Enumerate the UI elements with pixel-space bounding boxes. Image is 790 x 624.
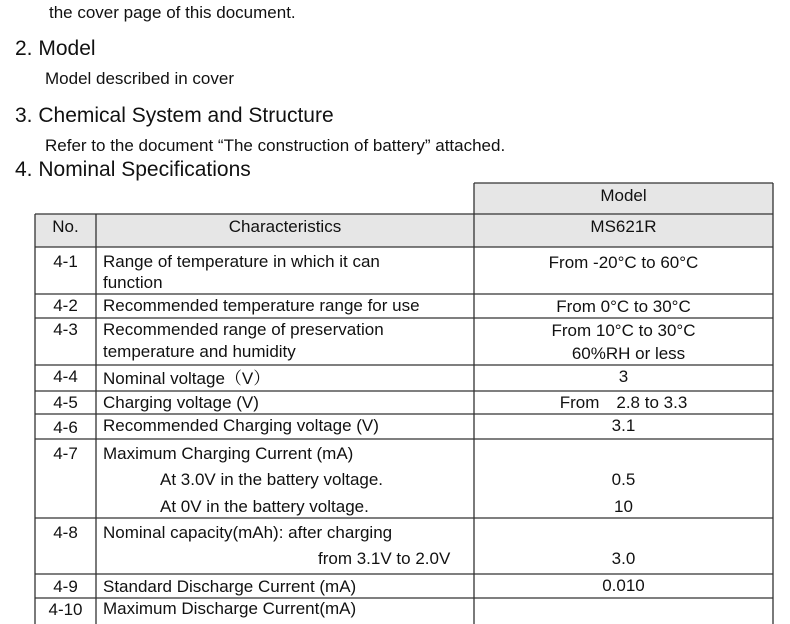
row-value: From 2.8 to 3.3: [559, 393, 688, 412]
row-characteristic: Recommended temperature range for use: [103, 296, 420, 315]
heading-model: 2. Model: [15, 37, 96, 60]
row-sub-value: 0.5: [611, 470, 636, 489]
row-characteristic-sub: from 3.1V to 2.0V: [318, 549, 451, 568]
row-characteristic: Range of temperature in which it can: [103, 252, 380, 271]
row-characteristic: Charging voltage (V): [103, 393, 259, 412]
row-value: 3: [618, 367, 629, 386]
row-characteristic-cont: function: [103, 273, 163, 292]
model-text: Model described in cover: [45, 69, 234, 88]
row-value-cont: 60%RH or less: [571, 344, 686, 363]
row-no: 4-9: [53, 577, 78, 596]
row-no: 4-7: [53, 444, 78, 463]
row-characteristic: Standard Discharge Current (mA): [103, 577, 357, 596]
row-no: 4-6: [53, 418, 78, 437]
row-characteristic: Nominal capacity(mAh): after charging: [103, 523, 393, 542]
row-characteristic: Nominal voltage（V）: [103, 369, 271, 388]
row-value: 0.010: [602, 576, 645, 595]
row-no: 4-1: [53, 252, 78, 271]
row-value: 3.0: [611, 549, 636, 568]
row-value: From 0°C to 30°C: [556, 297, 691, 316]
chemical-system-text: Refer to the document “The construction of battery” attached.: [45, 136, 506, 155]
row-sub-label: At 3.0V in the battery voltage.: [160, 470, 384, 489]
row-characteristic-cont: temperature and humidity: [103, 342, 296, 361]
row-characteristic: Maximum Charging Current (mA): [103, 444, 354, 463]
row-value: 3.1: [611, 416, 636, 435]
model-header: Model: [600, 186, 647, 205]
row-characteristic: Recommended Charging voltage (V): [103, 416, 379, 435]
row-sub-value: 10: [614, 497, 633, 516]
row-no: 4-3: [53, 320, 78, 339]
row-characteristic: Maximum Discharge Current(mA): [103, 599, 357, 618]
model-name: MS621R: [590, 217, 657, 236]
row-value: From 10°C to 30°C: [551, 321, 696, 340]
row-no: 4-2: [53, 296, 78, 315]
no-header: No.: [52, 217, 79, 236]
row-no: 4-8: [53, 523, 78, 542]
heading-chemical-system: 3. Chemical System and Structure: [15, 104, 334, 127]
row-no: 4-10: [48, 600, 83, 619]
intro-line: the cover page of this document.: [49, 3, 296, 22]
row-no: 4-4: [53, 367, 78, 386]
heading-nominal-specs: 4. Nominal Specifications: [15, 158, 251, 181]
row-no: 4-5: [53, 393, 78, 412]
row-characteristic: Recommended range of preservation: [103, 320, 384, 339]
characteristics-header: Characteristics: [228, 217, 342, 236]
row-value: From -20°C to 60°C: [548, 253, 699, 272]
row-sub-label: At 0V in the battery voltage.: [160, 497, 369, 516]
